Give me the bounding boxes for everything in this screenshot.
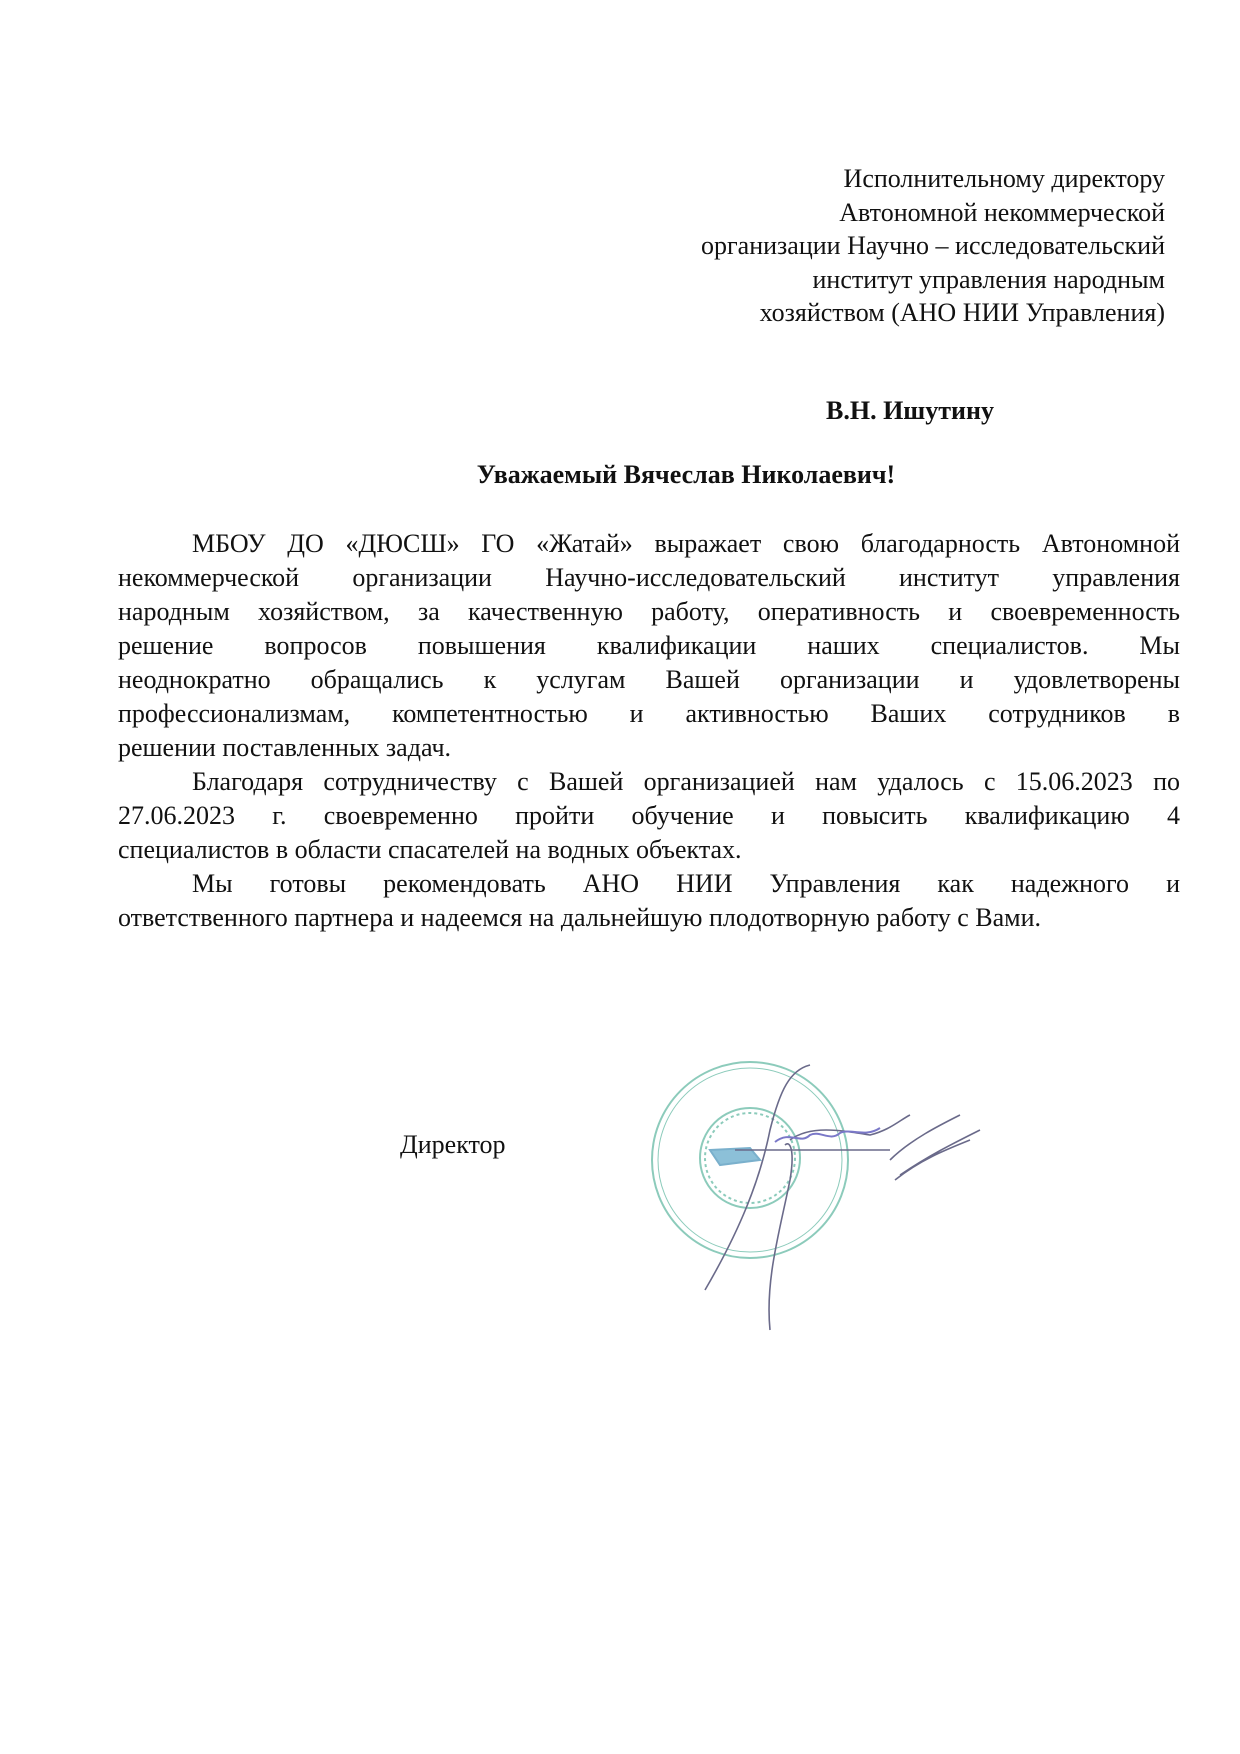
body-line: неоднократно обращались к услугам Вашей организации и удовлетворены (118, 665, 1180, 694)
addressee-line: институт управления народным (812, 264, 1165, 294)
addressee-line: организации Научно – исследовательский (700, 231, 1165, 260)
stamp-and-signature (640, 1030, 1000, 1350)
body-line: Мы готовы рекомендовать АНО НИИ Управления как надежного и (192, 869, 1180, 898)
addressee-line: хозяйством (АНО НИИ Управления) (759, 298, 1165, 327)
body-line: профессионализмам, компетентностью и активностью Ваших сотрудников в (118, 699, 1180, 728)
recipient-name: В.Н. Ишутину (826, 396, 994, 425)
body-line: решение вопросов повышения квалификации наших специалистов. Мы (118, 631, 1180, 660)
body-line: ответственного партнера и надеемся на дальнейшую плодотворную работу с Вами. (118, 903, 1042, 932)
letter-body (118, 527, 1180, 935)
body-line: Благодаря сотрудничеству с Вашей организацией нам удалось с 15.06.2023 по (192, 767, 1180, 796)
body-line: решении поставленных задач. (118, 733, 452, 762)
body-line: 27.06.2023 г. своевременно пройти обучение и повысить квалификацию 4 (118, 801, 1180, 830)
addressee-line: Исполнительному директору (843, 164, 1165, 193)
addressee-block (701, 162, 1165, 330)
signatory-position: Директор (400, 1130, 506, 1159)
signature-icon (705, 1065, 980, 1330)
body-line: МБОУ ДО «ДЮСШ» ГО «Жатай» выражает свою благодарность Автономной (192, 529, 1180, 558)
addressee-line: Автономной некоммерческой (839, 197, 1165, 227)
body-line: некоммерческой организации Научно-исследовательский институт управления (118, 563, 1180, 592)
stamp-icon (652, 1062, 848, 1258)
body-line: специалистов в области спасателей на водных объектах. (118, 835, 742, 864)
body-line: народным хозяйством, за качественную работу, оперативность и своевременность (118, 597, 1180, 626)
salutation: Уважаемый Вячеслав Николаевич! (476, 460, 896, 489)
